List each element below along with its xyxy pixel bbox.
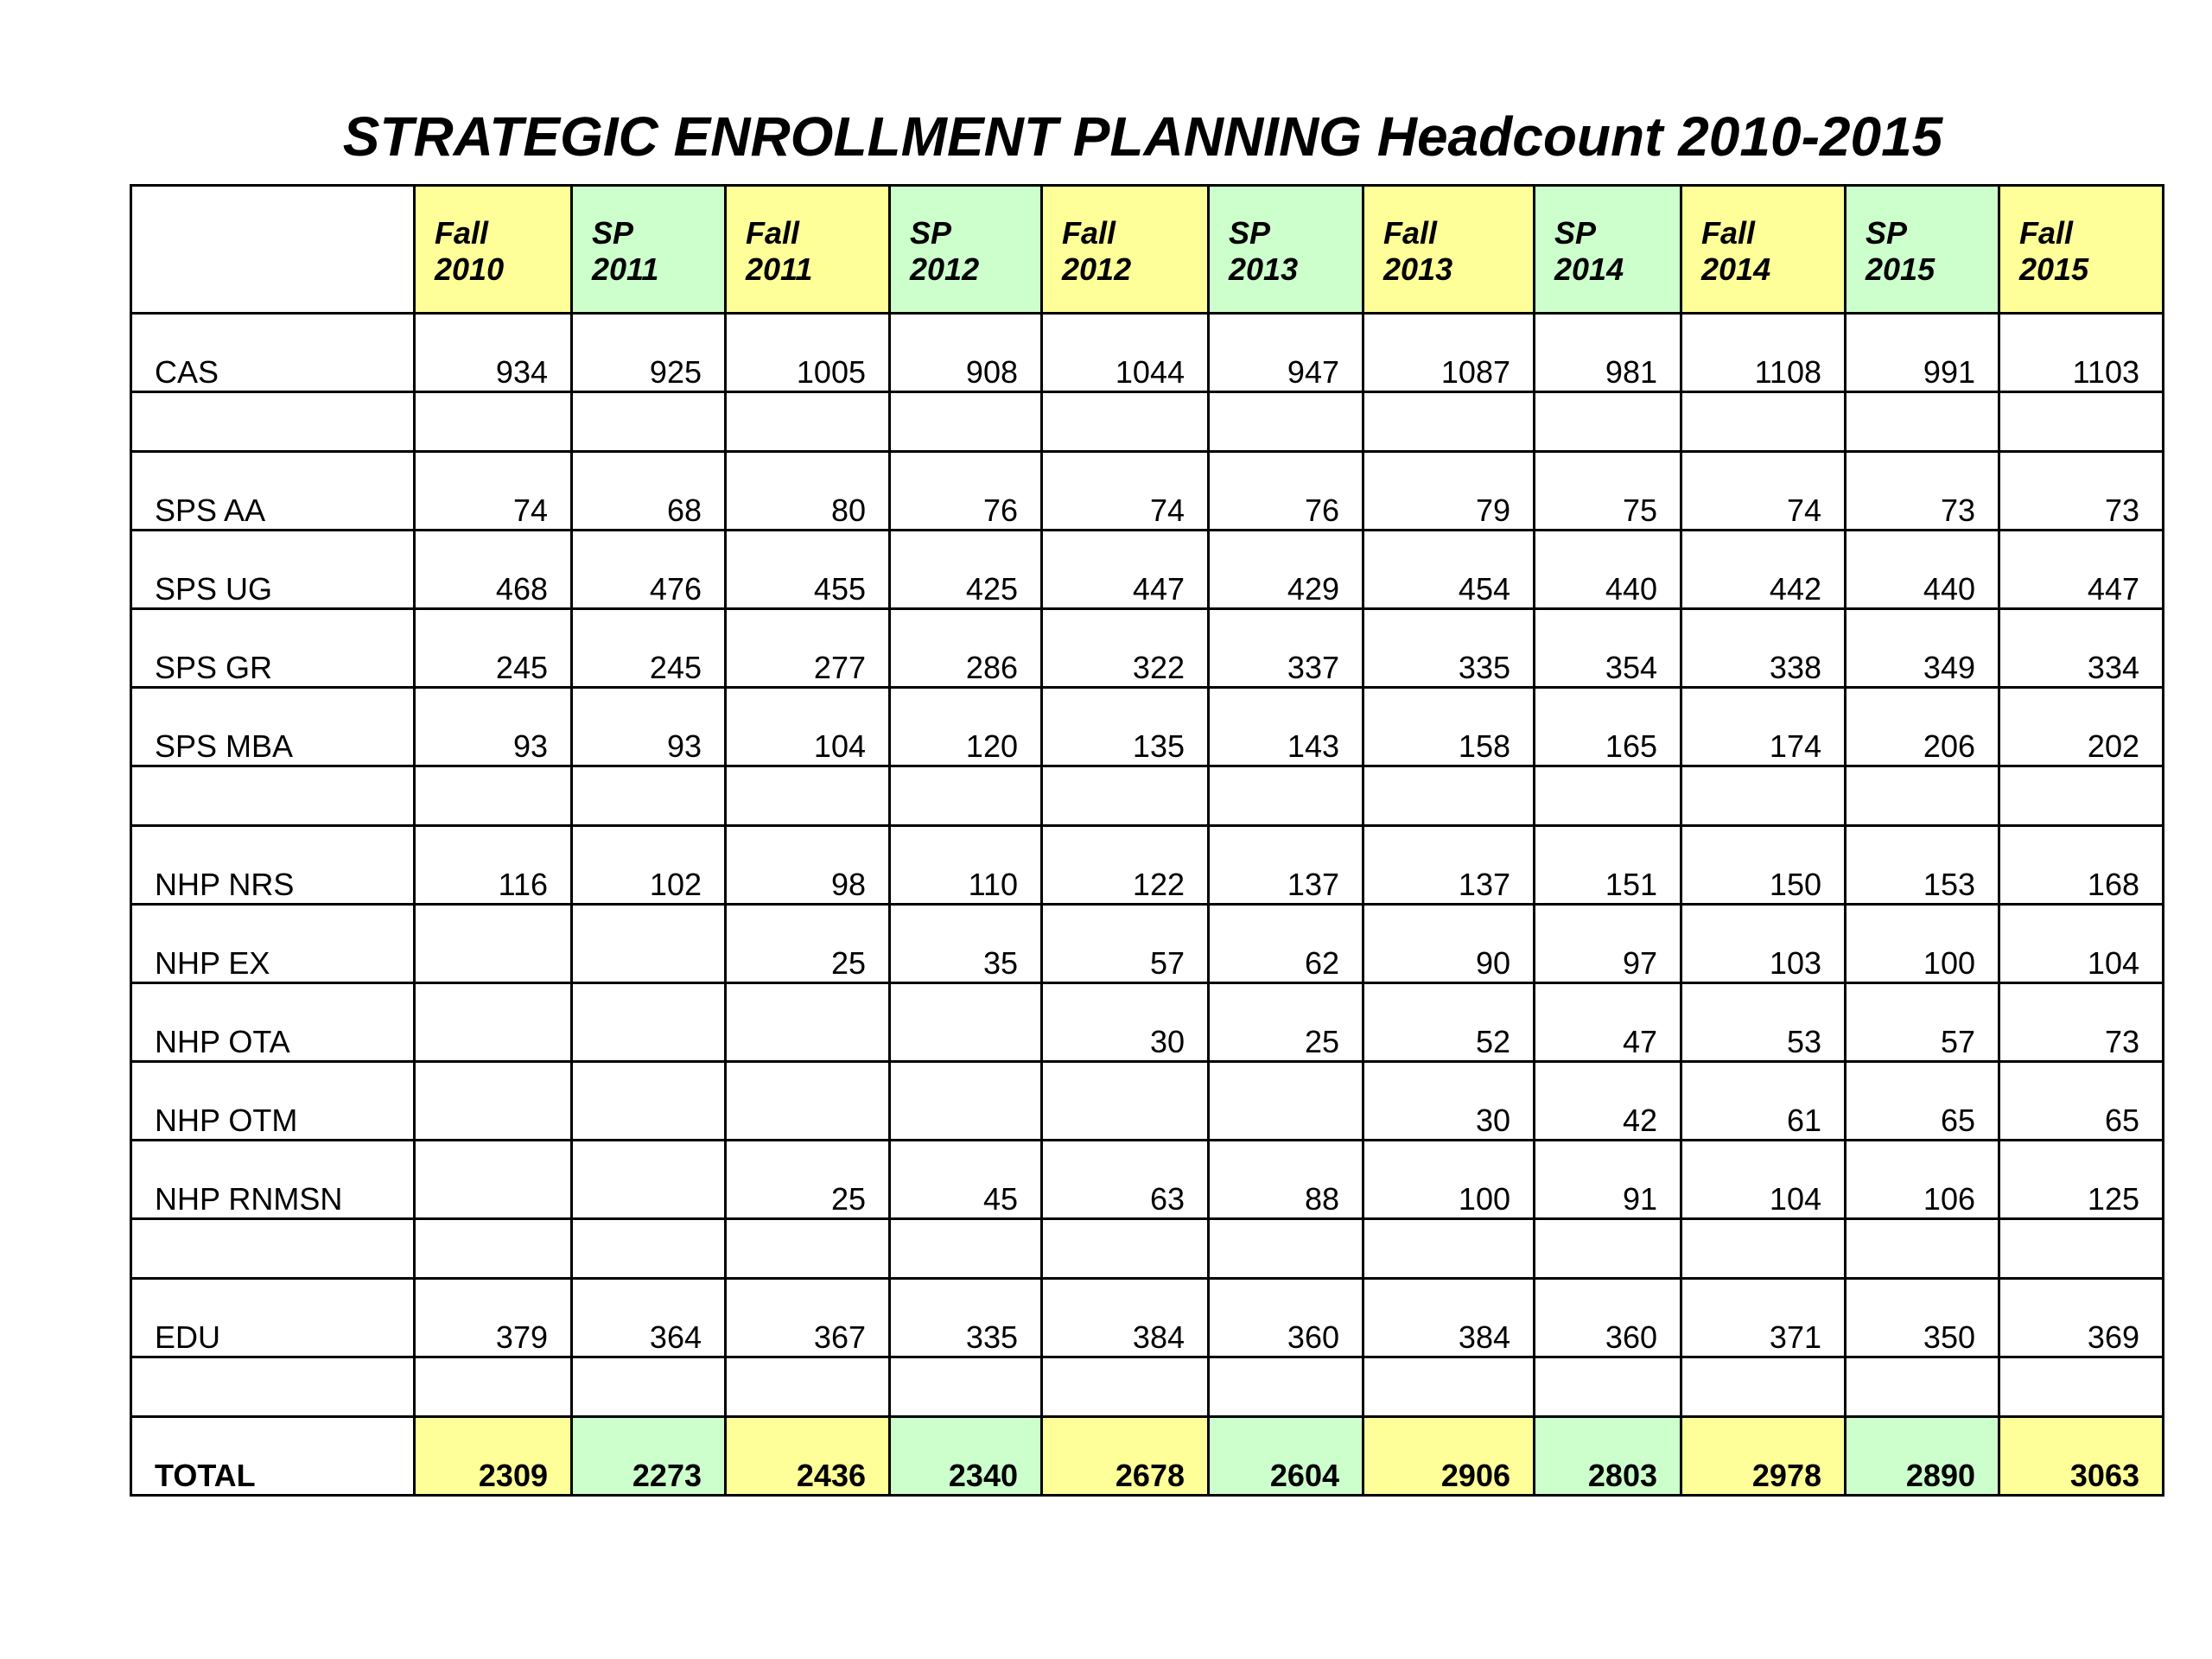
value-cell: 143 (1209, 688, 1363, 766)
value-cell: 367 (726, 1279, 890, 1357)
value-cell: 116 (415, 826, 572, 905)
value-cell: 925 (572, 314, 726, 392)
value-cell: 206 (1846, 688, 1999, 766)
value-cell: 25 (726, 905, 890, 983)
value-cell: 30 (1042, 983, 1209, 1062)
value-cell: 174 (1681, 688, 1846, 766)
value-cell: 165 (1535, 688, 1681, 766)
empty-cell (1363, 1357, 1535, 1417)
value-cell: 447 (1999, 531, 2164, 609)
total-value-cell: 2273 (572, 1417, 726, 1496)
empty-cell (1042, 1357, 1209, 1417)
value-cell: 74 (415, 452, 572, 531)
empty-cell (131, 766, 415, 826)
empty-cell (1209, 1357, 1363, 1417)
enrollment-table (130, 184, 2164, 1497)
value-cell: 100 (1363, 1141, 1535, 1219)
column-header-label (1364, 212, 1533, 288)
value-cell: 158 (1363, 688, 1535, 766)
column-header (1363, 186, 1535, 314)
value-cell: 104 (1681, 1141, 1846, 1219)
column-header-label (573, 212, 724, 288)
value-cell: 286 (890, 609, 1042, 688)
value-cell: 476 (572, 531, 726, 609)
column-header-term: Fall (1062, 214, 1116, 251)
empty-cell (1535, 392, 1681, 452)
value-cell: 379 (415, 1279, 572, 1357)
column-header-term: SP (592, 214, 634, 251)
value-cell: 73 (1999, 983, 2164, 1062)
empty-cell (726, 766, 890, 826)
value-cell: 335 (1363, 609, 1535, 688)
value-cell: 168 (1999, 826, 2164, 905)
total-label: TOTAL (131, 1417, 415, 1496)
value-cell: 908 (890, 314, 1042, 392)
empty-cell (572, 392, 726, 452)
column-header (1209, 186, 1363, 314)
value-cell: 153 (1846, 826, 1999, 905)
value-cell: 80 (726, 452, 890, 531)
value-cell: 65 (1846, 1062, 1999, 1141)
table-row (131, 1062, 2164, 1141)
value-cell: 245 (415, 609, 572, 688)
value-cell: 384 (1042, 1279, 1209, 1357)
column-header-term: Fall (435, 214, 489, 251)
column-header-year: 2011 (592, 251, 659, 287)
value-cell (726, 1062, 890, 1141)
value-cell: 57 (1846, 983, 1999, 1062)
column-header (890, 186, 1042, 314)
value-cell: 137 (1209, 826, 1363, 905)
value-cell: 425 (890, 531, 1042, 609)
value-cell (415, 1141, 572, 1219)
empty-cell (1535, 1357, 1681, 1417)
empty-cell (1846, 766, 1999, 826)
row-label: CAS (131, 314, 415, 392)
value-cell: 103 (1681, 905, 1846, 983)
column-header-label (2000, 212, 2162, 288)
page-title: STRATEGIC ENROLLMENT PLANNING Headcount 2010-2015 (342, 105, 1943, 168)
value-cell: 104 (726, 688, 890, 766)
value-cell: 61 (1681, 1062, 1846, 1141)
empty-cell (1535, 766, 1681, 826)
empty-cell (890, 392, 1042, 452)
value-cell (726, 983, 890, 1062)
value-cell: 53 (1681, 983, 1846, 1062)
column-header-year: 2015 (2019, 251, 2089, 287)
value-cell: 97 (1535, 905, 1681, 983)
empty-cell (131, 1219, 415, 1279)
row-label: NHP NRS (131, 826, 415, 905)
column-header-label (1847, 212, 1998, 288)
table-row (131, 983, 2164, 1062)
value-cell: 25 (1209, 983, 1363, 1062)
value-cell: 991 (1846, 314, 1999, 392)
table-row (131, 531, 2164, 609)
value-cell (572, 905, 726, 983)
empty-cell (1846, 392, 1999, 452)
value-cell: 74 (1681, 452, 1846, 531)
value-cell: 57 (1042, 905, 1209, 983)
spacer-row (131, 1357, 2164, 1417)
value-cell (415, 983, 572, 1062)
value-cell: 90 (1363, 905, 1535, 983)
value-cell: 360 (1209, 1279, 1363, 1357)
row-label: SPS UG (131, 531, 415, 609)
row-label: SPS AA (131, 452, 415, 531)
value-cell: 455 (726, 531, 890, 609)
table-row (131, 314, 2164, 392)
value-cell: 73 (1846, 452, 1999, 531)
value-cell: 440 (1535, 531, 1681, 609)
empty-cell (890, 1219, 1042, 1279)
value-cell: 79 (1363, 452, 1535, 531)
empty-cell (1681, 392, 1846, 452)
value-cell: 93 (572, 688, 726, 766)
value-cell: 120 (890, 688, 1042, 766)
value-cell: 45 (890, 1141, 1042, 1219)
empty-cell (1846, 1357, 1999, 1417)
value-cell: 42 (1535, 1062, 1681, 1141)
empty-cell (890, 766, 1042, 826)
value-cell: 93 (415, 688, 572, 766)
column-header (572, 186, 726, 314)
value-cell: 106 (1846, 1141, 1999, 1219)
empty-cell (1681, 1219, 1846, 1279)
value-cell: 337 (1209, 609, 1363, 688)
value-cell: 30 (1363, 1062, 1535, 1141)
empty-cell (415, 392, 572, 452)
column-header-year: 2012 (910, 251, 980, 287)
value-cell: 1044 (1042, 314, 1209, 392)
table-row (131, 609, 2164, 688)
row-label: SPS MBA (131, 688, 415, 766)
value-cell: 25 (726, 1141, 890, 1219)
value-cell: 350 (1846, 1279, 1999, 1357)
row-label: SPS GR (131, 609, 415, 688)
empty-cell (1846, 1219, 1999, 1279)
value-cell: 440 (1846, 531, 1999, 609)
total-value-cell: 2978 (1681, 1417, 1846, 1496)
column-header-label (891, 212, 1040, 288)
empty-cell (1042, 392, 1209, 452)
empty-cell (1209, 1219, 1363, 1279)
value-cell: 102 (572, 826, 726, 905)
empty-cell (415, 766, 572, 826)
value-cell: 74 (1042, 452, 1209, 531)
empty-cell (1042, 766, 1209, 826)
column-header-year: 2011 (746, 251, 813, 287)
empty-cell (726, 1357, 890, 1417)
value-cell: 468 (415, 531, 572, 609)
column-header (1999, 186, 2164, 314)
table-body (131, 314, 2164, 1496)
empty-cell (1209, 766, 1363, 826)
total-value-cell: 2906 (1363, 1417, 1535, 1496)
empty-cell (572, 766, 726, 826)
value-cell: 384 (1363, 1279, 1535, 1357)
value-cell: 100 (1846, 905, 1999, 983)
value-cell: 122 (1042, 826, 1209, 905)
value-cell: 338 (1681, 609, 1846, 688)
value-cell: 447 (1042, 531, 1209, 609)
value-cell: 98 (726, 826, 890, 905)
empty-cell (131, 392, 415, 452)
column-header-label (1682, 212, 1844, 288)
total-value-cell: 2340 (890, 1417, 1042, 1496)
value-cell: 76 (890, 452, 1042, 531)
column-header-label (727, 212, 888, 288)
value-cell: 371 (1681, 1279, 1846, 1357)
value-cell: 934 (415, 314, 572, 392)
empty-cell (726, 1219, 890, 1279)
column-header-label (1535, 212, 1680, 288)
total-value-cell: 3063 (1999, 1417, 2164, 1496)
value-cell: 137 (1363, 826, 1535, 905)
value-cell: 76 (1209, 452, 1363, 531)
total-value-cell: 2604 (1209, 1417, 1363, 1496)
table-header-row (131, 186, 2164, 314)
column-header-term: Fall (746, 214, 800, 251)
empty-cell (1363, 392, 1535, 452)
value-cell: 334 (1999, 609, 2164, 688)
column-header-label (416, 212, 570, 288)
value-cell: 981 (1535, 314, 1681, 392)
empty-cell (1363, 1219, 1535, 1279)
value-cell: 68 (572, 452, 726, 531)
value-cell: 150 (1681, 826, 1846, 905)
empty-cell (1999, 1357, 2164, 1417)
empty-cell (1363, 766, 1535, 826)
value-cell: 277 (726, 609, 890, 688)
empty-cell (415, 1219, 572, 1279)
value-cell (572, 983, 726, 1062)
column-header-year: 2012 (1062, 251, 1132, 287)
value-cell: 75 (1535, 452, 1681, 531)
value-cell (415, 1062, 572, 1141)
column-header-term: SP (910, 214, 952, 251)
value-cell: 65 (1999, 1062, 2164, 1141)
empty-cell (131, 1357, 415, 1417)
column-header (726, 186, 890, 314)
value-cell: 369 (1999, 1279, 2164, 1357)
value-cell: 73 (1999, 452, 2164, 531)
value-cell (415, 905, 572, 983)
column-header-year: 2015 (1866, 251, 1936, 287)
column-header-term: SP (1866, 214, 1908, 251)
header-corner-cell (131, 186, 415, 314)
column-header-year: 2010 (435, 251, 505, 287)
table-row (131, 688, 2164, 766)
empty-cell (572, 1357, 726, 1417)
value-cell: 947 (1209, 314, 1363, 392)
value-cell: 245 (572, 609, 726, 688)
column-header-term: Fall (1701, 214, 1756, 251)
value-cell: 125 (1999, 1141, 2164, 1219)
value-cell: 202 (1999, 688, 2164, 766)
column-header-term: SP (1554, 214, 1597, 251)
value-cell: 354 (1535, 609, 1681, 688)
column-header-term: Fall (1383, 214, 1438, 251)
empty-cell (1535, 1219, 1681, 1279)
value-cell: 1103 (1999, 314, 2164, 392)
value-cell: 110 (890, 826, 1042, 905)
value-cell: 360 (1535, 1279, 1681, 1357)
empty-cell (1999, 1219, 2164, 1279)
row-label: NHP RNMSN (131, 1141, 415, 1219)
total-value-cell: 2803 (1535, 1417, 1681, 1496)
value-cell: 151 (1535, 826, 1681, 905)
value-cell (572, 1141, 726, 1219)
column-header (1042, 186, 1209, 314)
column-header-year: 2014 (1701, 251, 1771, 287)
table-row (131, 452, 2164, 531)
column-header-label (1043, 212, 1207, 288)
value-cell: 335 (890, 1279, 1042, 1357)
value-cell: 52 (1363, 983, 1535, 1062)
column-header-term: Fall (2019, 214, 2074, 251)
table-row (131, 1141, 2164, 1219)
table-row (131, 826, 2164, 905)
value-cell: 91 (1535, 1141, 1681, 1219)
empty-cell (1209, 392, 1363, 452)
column-header-year: 2013 (1229, 251, 1299, 287)
value-cell: 104 (1999, 905, 2164, 983)
spacer-row (131, 766, 2164, 826)
column-header (1846, 186, 1999, 314)
row-label: NHP EX (131, 905, 415, 983)
empty-cell (1999, 766, 2164, 826)
value-cell: 1108 (1681, 314, 1846, 392)
value-cell: 429 (1209, 531, 1363, 609)
empty-cell (572, 1219, 726, 1279)
total-value-cell: 2436 (726, 1417, 890, 1496)
row-label: NHP OTM (131, 1062, 415, 1141)
value-cell (890, 1062, 1042, 1141)
empty-cell (726, 392, 890, 452)
column-header (415, 186, 572, 314)
value-cell: 63 (1042, 1141, 1209, 1219)
empty-cell (1681, 766, 1846, 826)
value-cell: 454 (1363, 531, 1535, 609)
empty-cell (1681, 1357, 1846, 1417)
total-value-cell: 2309 (415, 1417, 572, 1496)
empty-cell (1042, 1219, 1209, 1279)
empty-cell (890, 1357, 1042, 1417)
total-row (131, 1417, 2164, 1496)
table-row (131, 1279, 2164, 1357)
column-header-label (1210, 212, 1362, 288)
spacer-row (131, 1219, 2164, 1279)
value-cell: 1005 (726, 314, 890, 392)
value-cell: 442 (1681, 531, 1846, 609)
spacer-row (131, 392, 2164, 452)
value-cell: 135 (1042, 688, 1209, 766)
value-cell (572, 1062, 726, 1141)
empty-cell (415, 1357, 572, 1417)
row-label: NHP OTA (131, 983, 415, 1062)
value-cell: 364 (572, 1279, 726, 1357)
value-cell: 1087 (1363, 314, 1535, 392)
empty-cell (1999, 392, 2164, 452)
row-label: EDU (131, 1279, 415, 1357)
value-cell: 47 (1535, 983, 1681, 1062)
table-row (131, 905, 2164, 983)
column-header-term: SP (1229, 214, 1271, 251)
column-header-year: 2013 (1383, 251, 1453, 287)
column-header (1535, 186, 1681, 314)
value-cell (1209, 1062, 1363, 1141)
total-value-cell: 2890 (1846, 1417, 1999, 1496)
total-value-cell: 2678 (1042, 1417, 1209, 1496)
value-cell: 88 (1209, 1141, 1363, 1219)
value-cell: 62 (1209, 905, 1363, 983)
value-cell (890, 983, 1042, 1062)
column-header-year: 2014 (1554, 251, 1624, 287)
value-cell (1042, 1062, 1209, 1141)
column-header (1681, 186, 1846, 314)
value-cell: 349 (1846, 609, 1999, 688)
value-cell: 35 (890, 905, 1042, 983)
value-cell: 322 (1042, 609, 1209, 688)
